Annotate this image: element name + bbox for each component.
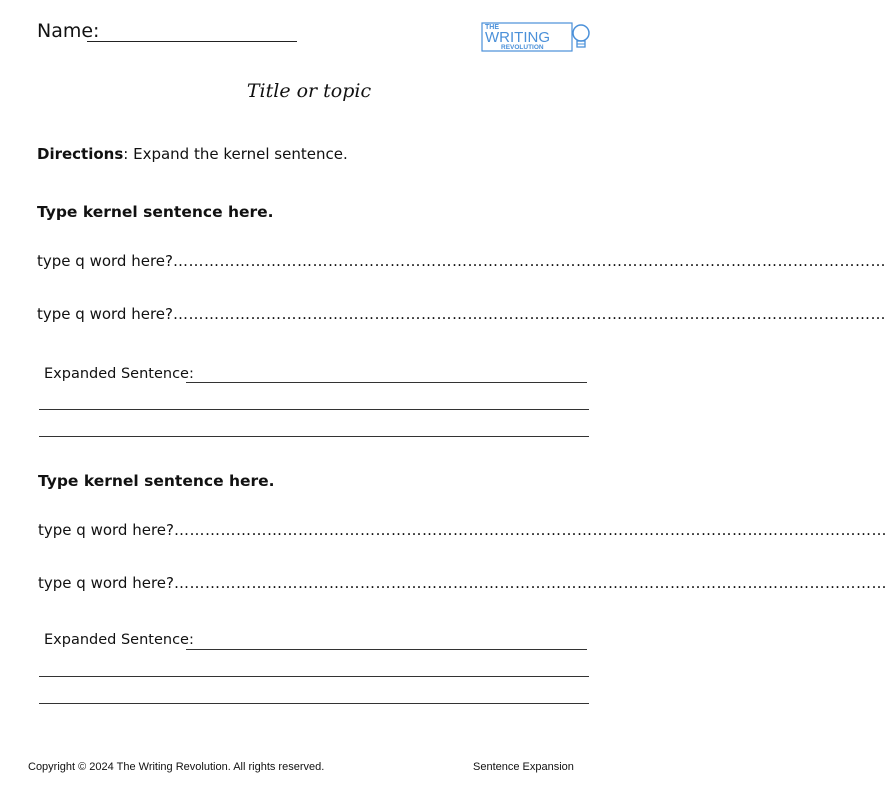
dotted-fill: ………………………………………………………………………………………………………………………… xyxy=(173,521,887,539)
logo-text-revolution: REVOLUTION xyxy=(501,44,544,51)
writing-revolution-logo xyxy=(481,18,593,54)
dotted-fill: ………………………………………………………………………………………………………………………… xyxy=(173,574,887,592)
expanded-line-2b[interactable] xyxy=(39,676,589,677)
question-line-1a[interactable] xyxy=(37,252,886,270)
question-word: type q word here? xyxy=(38,521,174,539)
footer-copyright: Copyright © 2024 The Writing Revolution. All rights reserved. xyxy=(28,761,325,773)
directions xyxy=(37,145,348,163)
question-word: type q word here? xyxy=(37,305,173,323)
lightbulb-icon xyxy=(573,25,589,47)
logo-text-the: THE xyxy=(485,24,499,31)
question-word: type q word here? xyxy=(37,252,173,270)
dotted-fill: ………………………………………………………………………………………………………………………… xyxy=(172,305,886,323)
kernel-sentence-1[interactable]: Type kernel sentence here. xyxy=(37,203,274,221)
question-line-2a[interactable] xyxy=(38,521,887,539)
directions-label: Directions xyxy=(37,145,124,163)
question-line-2b[interactable] xyxy=(38,574,887,592)
name-field-line[interactable] xyxy=(87,41,297,42)
page-title: Title or topic xyxy=(246,80,372,102)
expanded-line-1a[interactable] xyxy=(186,382,587,383)
expanded-line-2a[interactable] xyxy=(186,649,587,650)
expanded-line-1b[interactable] xyxy=(39,409,589,410)
name-label: Name: xyxy=(37,20,100,42)
expanded-line-1c[interactable] xyxy=(39,436,589,437)
expanded-line-2c[interactable] xyxy=(39,703,589,704)
question-line-1b[interactable] xyxy=(37,305,886,323)
question-word: type q word here? xyxy=(38,574,174,592)
logo-text-writing: WRITING xyxy=(485,29,550,46)
directions-text: : Expand the kernel sentence. xyxy=(123,145,348,163)
kernel-sentence-2[interactable]: Type kernel sentence here. xyxy=(38,472,275,490)
expanded-sentence-label-1: Expanded Sentence: xyxy=(44,366,194,382)
dotted-fill: ………………………………………………………………………………………………………………………… xyxy=(172,252,886,270)
expanded-sentence-label-2: Expanded Sentence: xyxy=(44,632,194,648)
footer-label: Sentence Expansion xyxy=(473,761,574,773)
